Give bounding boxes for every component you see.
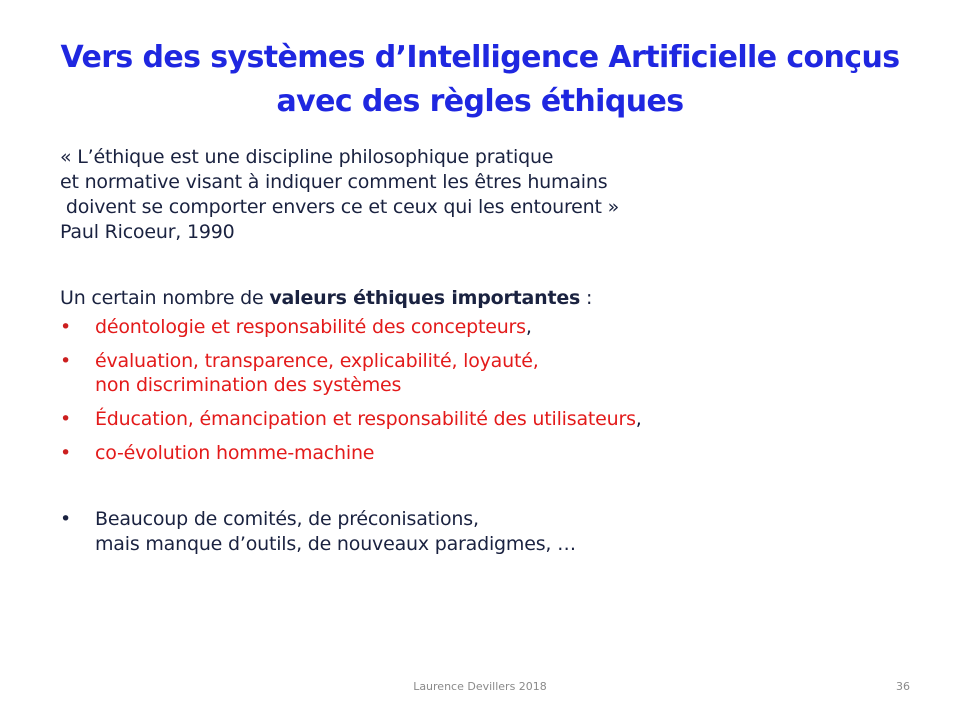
footer-author: Laurence Devillers 2018 xyxy=(413,680,547,693)
value-text: non discrimination des systèmes xyxy=(95,374,402,396)
value-text: Éducation, émancipation et responsabilité des utilisateurs xyxy=(95,408,636,430)
quote-line: et normative visant à indiquer comment les êtres humains xyxy=(60,171,608,193)
bullet-icon: • xyxy=(60,408,72,430)
value-text: évaluation, transparence, explicabilité, loyauté, xyxy=(95,350,539,372)
values-list xyxy=(60,315,920,465)
slide-body xyxy=(60,145,920,557)
bullet-icon: • xyxy=(60,350,72,372)
list-item xyxy=(60,315,920,339)
value-tail: , xyxy=(525,316,532,338)
slide-title-line-1: Vers des systèmes d’Intelligence Artificielle conçus xyxy=(60,40,900,75)
quote-line: « L’éthique est une discipline philosophique pratique xyxy=(60,146,554,168)
quote-attribution: Paul Ricoeur, 1990 xyxy=(60,221,235,243)
bullet-icon: • xyxy=(60,508,72,530)
list-item xyxy=(60,441,920,465)
list-item xyxy=(60,407,920,431)
quote-block xyxy=(60,145,920,245)
note-text: mais manque d’outils, de nouveaux paradigmes, … xyxy=(95,533,576,555)
values-intro-bold: valeurs éthiques importantes xyxy=(269,287,581,309)
value-tail: , xyxy=(635,408,642,430)
bullet-icon: • xyxy=(60,442,72,464)
list-item xyxy=(60,349,920,397)
values-intro xyxy=(60,285,920,311)
values-intro-prefix: Un certain nombre de xyxy=(60,287,270,309)
quote-line: doivent se comporter envers ce et ceux qui les entourent » xyxy=(60,196,620,218)
note-text: Beaucoup de comités, de préconisations, xyxy=(95,508,479,530)
page-number: 36 xyxy=(896,680,910,693)
value-text: déontologie et responsabilité des concepteurs xyxy=(95,316,526,338)
notes-list xyxy=(60,507,920,557)
slide-title xyxy=(20,36,940,124)
list-item xyxy=(60,507,920,557)
slide-title-line-2: avec des règles éthiques xyxy=(276,84,684,119)
value-text: co-évolution homme-machine xyxy=(95,442,375,464)
values-intro-suffix: : xyxy=(580,287,593,309)
bullet-icon: • xyxy=(60,316,72,338)
